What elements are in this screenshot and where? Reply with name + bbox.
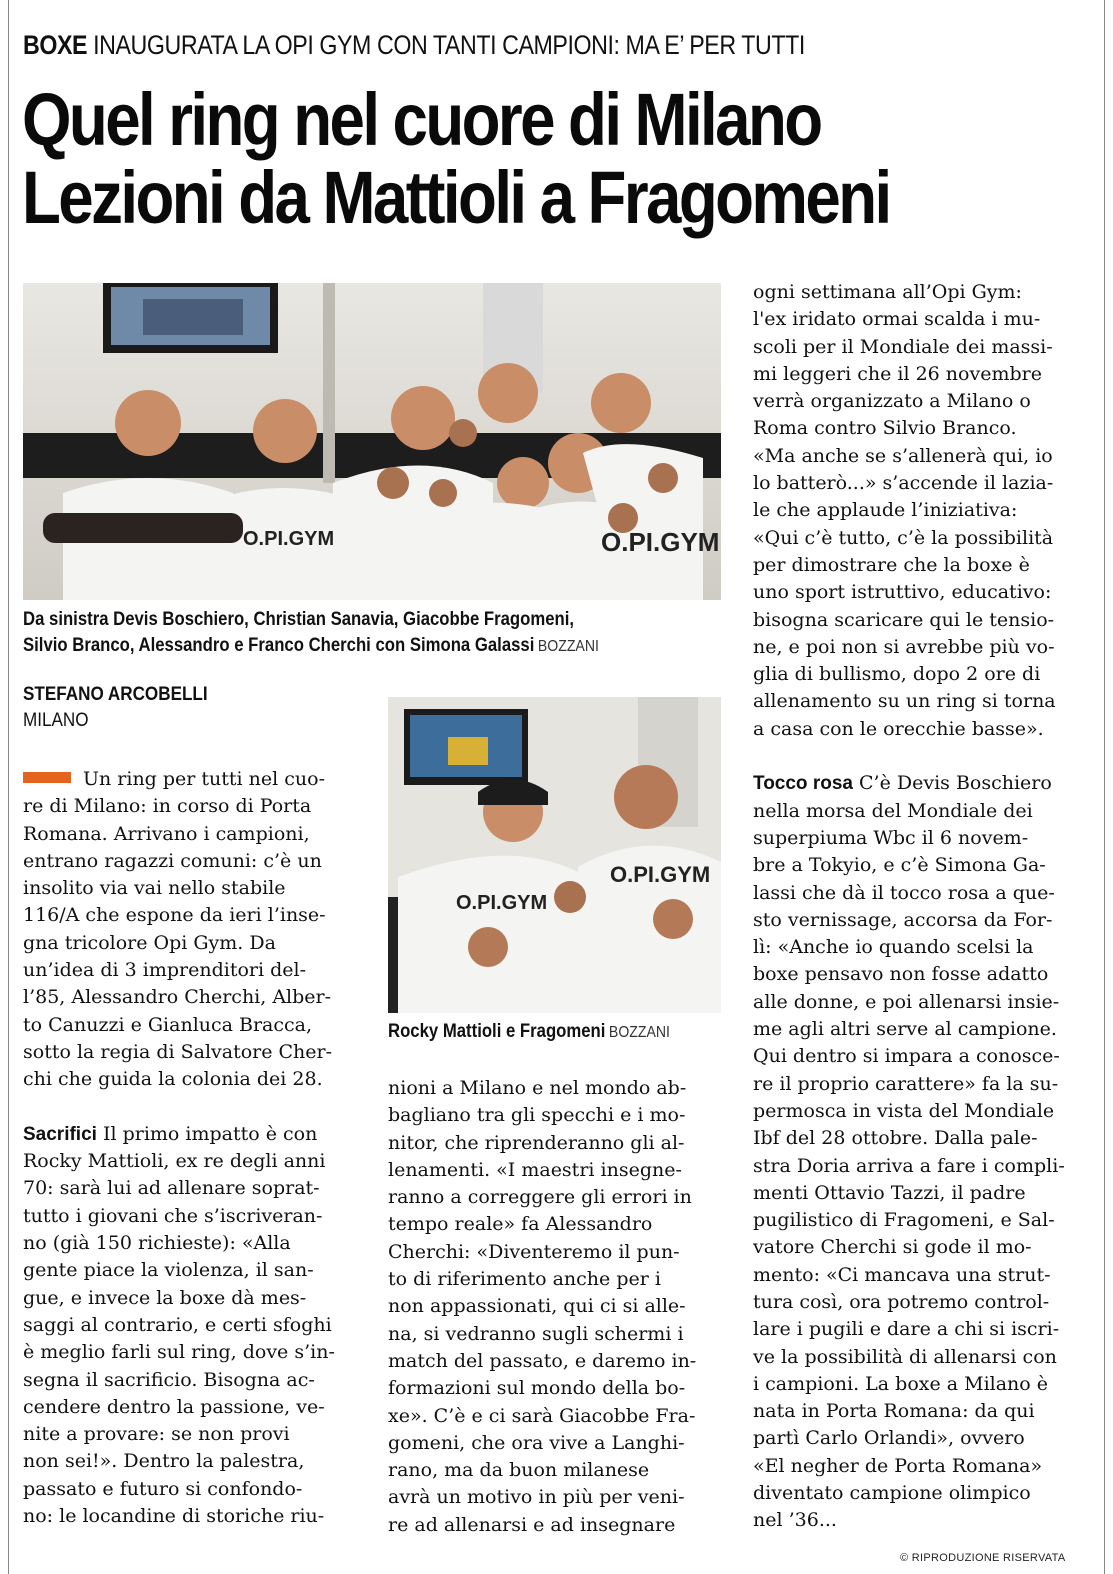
text-line	[753, 607, 1086, 634]
headline-line-1: Quel ring nel cuore di Milano	[22, 78, 821, 161]
paragraph-gap	[753, 743, 1086, 770]
text-line-content: sto vernissage, accorsa da For-	[753, 908, 1053, 931]
text-line	[753, 825, 1086, 852]
text-line	[753, 388, 1086, 415]
text-line	[753, 1507, 1086, 1534]
text-line-content: Il primo impatto è con	[96, 1122, 318, 1145]
text-line-content: partì Carlo Orlandi», ovvero	[753, 1427, 1025, 1450]
text-line-content: per dimostrare che la boxe è	[753, 553, 1030, 576]
byline-place: MILANO	[23, 710, 89, 731]
second-photo-credit: BOZZANI	[608, 1024, 670, 1041]
text-line-content: segna il sacrificio. Bisogna ac-	[23, 1368, 315, 1391]
article-column-3	[753, 279, 1086, 1535]
text-line	[23, 1230, 355, 1257]
text-line	[753, 1207, 1086, 1234]
text-line	[388, 1348, 721, 1375]
text-line	[23, 1503, 355, 1530]
text-line-content: lassi che dà il tocco rosa a que-	[753, 881, 1055, 904]
text-line-content: chi che guida la colonia dei 28.	[23, 1068, 323, 1091]
text-line	[23, 1148, 355, 1175]
text-line-content: gue, e invece la boxe dà mes-	[23, 1286, 307, 1309]
text-line-content: na, si vedranno sugli schermi i	[388, 1322, 684, 1345]
second-photo-illustration	[388, 697, 721, 1013]
article-column-2	[388, 1075, 721, 1539]
headline-line-2: Lezioni da Mattioli a Fragomeni	[22, 156, 890, 239]
text-line	[753, 415, 1086, 442]
text-line-content: me agli altri serve al campione.	[753, 1018, 1057, 1041]
page-border-left	[8, 0, 9, 1574]
text-line-content: stra Doria arriva a fare i compli-	[753, 1154, 1065, 1177]
text-line	[23, 1039, 355, 1066]
kicker	[23, 30, 943, 64]
text-line	[23, 1394, 355, 1421]
text-line-content: entrano ragazzi comuni: c’è un	[23, 849, 322, 872]
text-line	[23, 957, 355, 984]
text-line	[753, 1098, 1086, 1125]
subheading: Tocco rosa	[753, 773, 853, 795]
shirt-logo-text-2: O.PI.GYM	[243, 528, 335, 550]
text-line-content: no: le locandine di storiche riu-	[23, 1505, 325, 1528]
text-line-content: xe». C’è e ci sarà Giacobbe Fra-	[388, 1404, 696, 1427]
text-line-content: allenamento su un ring si torna	[753, 690, 1056, 713]
text-line	[23, 1257, 355, 1284]
text-line	[753, 770, 1086, 797]
text-line	[753, 907, 1086, 934]
text-line	[753, 1262, 1086, 1289]
text-line	[388, 1484, 721, 1511]
text-line-content: l'ex iridato ormai scalda i mu-	[753, 308, 1041, 331]
text-line-content: passato e futuro si confondo-	[23, 1477, 303, 1500]
main-photo-caption-line-2: Silvio Branco, Alessandro e Franco Cherchi con Simona Galassi BOZZANI	[23, 635, 599, 656]
text-line	[753, 1043, 1086, 1070]
text-line-content: è meglio farli sul ring, dove s’in-	[23, 1341, 335, 1364]
text-line	[23, 1121, 355, 1148]
text-line-content: le che applaude l’iniziativa:	[753, 499, 1018, 522]
byline-author: STEFANO ARCOBELLI	[23, 684, 208, 705]
text-line	[388, 1512, 721, 1539]
text-line	[23, 1175, 355, 1202]
main-photo-credit: BOZZANI	[537, 638, 599, 655]
text-line-content: ranno a correggere gli errori in	[388, 1186, 692, 1209]
text-line	[23, 1448, 355, 1475]
text-line	[23, 1476, 355, 1503]
page-border-right	[1104, 0, 1105, 1574]
text-line	[23, 902, 355, 929]
text-line	[753, 688, 1086, 715]
text-line	[753, 1453, 1086, 1480]
text-line	[388, 1403, 721, 1430]
text-line	[753, 989, 1086, 1016]
text-line-content: scoli per il Mondiale dei massi-	[753, 335, 1053, 358]
text-line-content: bisogna scaricare qui le tensio-	[753, 608, 1055, 631]
text-line	[388, 1457, 721, 1484]
text-line-content: lì: «Anche io quando scelsi la	[753, 936, 1034, 959]
text-line-content: vatore Cherchi si gode il mo-	[753, 1236, 1032, 1259]
text-line-content: bre a Tokyio, e c’è Simona Ga-	[753, 854, 1046, 877]
text-line	[388, 1266, 721, 1293]
copyright-notice: © RIPRODUZIONE RISERVATA	[900, 1552, 1066, 1564]
text-line	[753, 306, 1086, 333]
text-line	[753, 579, 1086, 606]
text-line-content: Roma contro Silvio Branco.	[753, 417, 1017, 440]
text-line	[753, 1180, 1086, 1207]
text-line	[23, 1367, 355, 1394]
text-line	[753, 1425, 1086, 1452]
text-line-content: C’è Devis Boschiero	[852, 772, 1052, 795]
text-line-content: non sei!». Dentro la palestra,	[23, 1450, 305, 1473]
shirt-logo-left: O.PI.GYM	[456, 892, 548, 914]
text-line-content: «Qui c’è tutto, c’è la possibilità	[753, 526, 1054, 549]
text-line	[388, 1102, 721, 1129]
text-line-content: Cherchi: «Diventeremo il pun-	[388, 1240, 680, 1263]
text-line-content: Qui dentro si impara a conosce-	[753, 1045, 1060, 1068]
text-line-content: uno sport istruttivo, educativo:	[753, 581, 1052, 604]
text-line	[753, 361, 1086, 388]
text-line	[753, 1316, 1086, 1343]
text-line	[753, 1289, 1086, 1316]
text-line	[753, 934, 1086, 961]
text-line	[23, 930, 355, 957]
text-line-content: gna tricolore Opi Gym. Da	[23, 931, 276, 954]
article-column-1	[23, 766, 355, 1530]
text-line	[753, 1344, 1086, 1371]
text-line-content: nel ’36...	[753, 1509, 837, 1532]
text-line	[23, 821, 355, 848]
text-line	[388, 1157, 721, 1184]
text-line	[753, 852, 1086, 879]
text-line	[23, 1421, 355, 1448]
text-line-content: re il proprio carattere» fa la su-	[753, 1072, 1059, 1095]
main-photo	[23, 283, 721, 600]
text-line	[753, 525, 1086, 552]
text-line	[753, 279, 1086, 306]
text-line-content: verrà organizzato a Milano o	[753, 390, 1031, 413]
main-photo-caption-line-1: Da sinistra Devis Boschiero, Christian Sanavia, Giacobbe Fragomeni,	[23, 609, 575, 630]
text-line	[753, 552, 1086, 579]
text-line-content: tutto i giovani che s’iscriveran-	[23, 1204, 323, 1227]
text-line	[23, 793, 355, 820]
text-line-content: insolito via vai nello stabile	[23, 877, 286, 900]
text-line-content: «Ma anche se s’allenerà qui, io	[753, 444, 1053, 467]
text-line-content: permosca in vista del Mondiale	[753, 1099, 1055, 1122]
text-line-content: no (già 150 richieste): «Alla	[23, 1232, 291, 1255]
text-line	[23, 1066, 355, 1093]
text-line	[753, 1125, 1086, 1152]
text-line-content: formazioni sul mondo della bo-	[388, 1377, 686, 1400]
text-line	[753, 1071, 1086, 1098]
text-line-content: non appassionati, qui ci si alle-	[388, 1295, 686, 1318]
text-line	[753, 497, 1086, 524]
text-line-content: nite a provare: se non provi	[23, 1423, 290, 1446]
text-line	[388, 1211, 721, 1238]
text-line	[753, 661, 1086, 688]
text-line-content: re di Milano: in corso di Porta	[23, 795, 312, 818]
text-line	[753, 470, 1086, 497]
text-line-content: avrà un motivo in più per veni-	[388, 1486, 685, 1509]
text-line	[753, 334, 1086, 361]
text-line	[388, 1375, 721, 1402]
text-line	[753, 1016, 1086, 1043]
text-line	[753, 1153, 1086, 1180]
text-line-content: pugilistico di Fragomeni, e Sal-	[753, 1209, 1055, 1232]
text-line	[23, 1339, 355, 1366]
text-line	[23, 1012, 355, 1039]
text-line-content: cendere dentro la passione, ve-	[23, 1395, 325, 1418]
text-line	[753, 798, 1086, 825]
text-line-content: gomeni, che ora vive a Langhi-	[388, 1431, 685, 1454]
text-line-content: bagliano tra gli specchi e i mo-	[388, 1104, 686, 1127]
text-line-content: Romana. Arrivano i campioni,	[23, 822, 310, 845]
text-line	[388, 1321, 721, 1348]
text-line-content: nitor, che riprenderanno gli al-	[388, 1131, 685, 1154]
text-line	[388, 1184, 721, 1211]
second-photo	[388, 697, 721, 1013]
text-line-content: sotto la regia di Salvatore Cher-	[23, 1040, 333, 1063]
text-line-content: alle donne, e poi allenarsi insie-	[753, 990, 1060, 1013]
text-line	[388, 1293, 721, 1320]
text-line-content: saggi al contrario, e certi sfoghi	[23, 1313, 332, 1336]
kicker-section: BOXE	[23, 30, 88, 60]
text-line	[23, 984, 355, 1011]
text-line-content: lare i pugili e dare a chi si iscri-	[753, 1318, 1060, 1341]
text-line-content: superpiuma Wbc il 6 novem-	[753, 826, 1029, 849]
text-line-content: tempo reale» fa Alessandro	[388, 1213, 653, 1236]
text-line	[23, 875, 355, 902]
text-line	[753, 880, 1086, 907]
text-line-content: boxe pensavo non fosse adatto	[753, 963, 1049, 986]
text-line-content: ogni settimana all’Opi Gym:	[753, 281, 1022, 303]
text-line-content: rano, ma da buon milanese	[388, 1459, 650, 1482]
text-line-content: Rocky Mattioli, ex re degli anni	[23, 1150, 326, 1173]
text-line-content: 70: sarà lui ad allenare soprat-	[23, 1177, 320, 1200]
text-line	[753, 961, 1086, 988]
text-line-content: menti Ottavio Tazzi, il padre	[753, 1181, 1026, 1204]
second-photo-caption: Rocky Mattioli e Fragomeni BOZZANI	[388, 1021, 670, 1042]
shirt-logo-right: O.PI.GYM	[610, 862, 711, 887]
text-line-content: a casa con le orecchie basse».	[753, 717, 1044, 740]
shirt-logo-text: O.PI.GYM	[601, 527, 720, 557]
text-line	[753, 1398, 1086, 1425]
text-line	[388, 1430, 721, 1457]
text-line-content: nata in Porta Romana: da qui	[753, 1400, 1035, 1423]
main-photo-illustration	[23, 283, 721, 600]
text-line	[23, 1312, 355, 1339]
text-line-content: mento: «Ci mancava una strut-	[753, 1263, 1051, 1286]
text-line-content: ne, e poi non si avrebbe più vo-	[753, 635, 1055, 658]
text-line	[23, 1285, 355, 1312]
text-line-content: nella morsa del Mondiale dei	[753, 799, 1033, 822]
text-line-content: 116/A che espone da ieri l’inse-	[23, 904, 326, 927]
text-line-content: l’85, Alessandro Cherchi, Alber-	[23, 986, 332, 1009]
text-line-content: Ibf del 28 ottobre. Dalla pale-	[753, 1127, 1038, 1150]
text-line	[23, 766, 355, 793]
text-line	[753, 1371, 1086, 1398]
text-line-content: lenamenti. «I maestri insegne-	[388, 1158, 682, 1181]
text-line-content: «El negher de Porta Romana»	[753, 1454, 1043, 1477]
text-line	[753, 443, 1086, 470]
text-line	[388, 1075, 721, 1102]
text-line	[753, 716, 1086, 743]
text-line-content: to di riferimento anche per i	[388, 1268, 661, 1291]
text-line	[753, 1234, 1086, 1261]
text-line-content: tura così, ora potremo control-	[753, 1290, 1050, 1313]
text-line-content: gente piace la violenza, il san-	[23, 1259, 314, 1282]
text-line-content: nioni a Milano e nel mondo ab-	[388, 1077, 687, 1099]
text-line	[23, 1203, 355, 1230]
text-line-content: ve la possibilità di allenarsi con	[753, 1345, 1057, 1368]
text-line-content: lo batterò...» s’accende il lazia-	[753, 472, 1054, 495]
text-line-content: glia di bullismo, dopo 2 ore di	[753, 663, 1041, 686]
text-line	[23, 848, 355, 875]
text-line	[753, 634, 1086, 661]
paragraph-marker	[23, 772, 71, 783]
text-line-content: re ad allenarsi e ad insegnare	[388, 1513, 676, 1536]
text-line-content: match del passato, e daremo in-	[388, 1349, 697, 1372]
kicker-text: INAUGURATA LA OPI GYM CON TANTI CAMPIONI: MA E’ PER TUTTI	[93, 30, 805, 60]
text-line	[388, 1130, 721, 1157]
text-line-content: mi leggeri che il 26 novembre	[753, 362, 1042, 385]
text-line-content: Un ring per tutti nel cuo-	[83, 768, 326, 790]
text-line	[753, 1480, 1086, 1507]
subheading: Sacrifici	[23, 1123, 97, 1145]
paragraph-gap	[23, 1094, 355, 1121]
text-line-content: diventato campione olimpico	[753, 1482, 1031, 1505]
text-line-content: i campioni. La boxe a Milano è	[753, 1372, 1049, 1395]
text-line-content: to Canuzzi e Gianluca Bracca,	[23, 1013, 313, 1036]
text-line	[388, 1239, 721, 1266]
text-line-content: un’idea di 3 imprenditori del-	[23, 959, 307, 982]
